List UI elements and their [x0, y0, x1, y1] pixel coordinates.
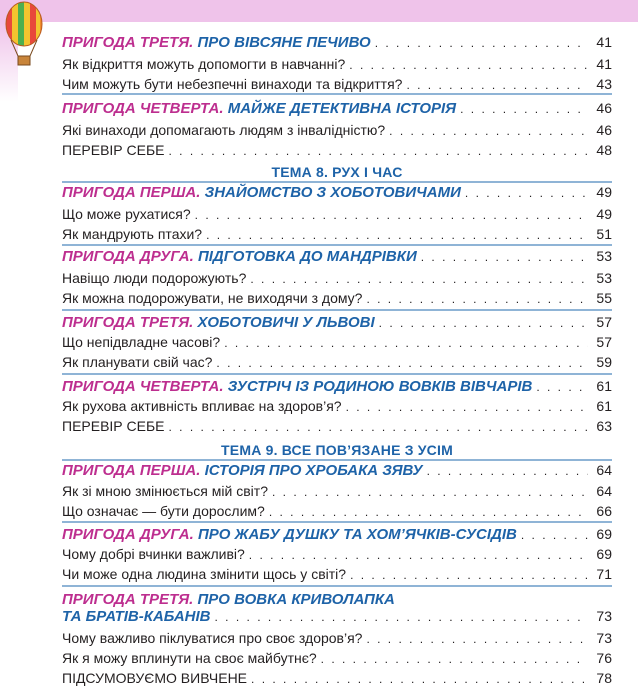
toc-item[interactable] [62, 566, 612, 582]
dot-leader [366, 632, 588, 646]
page-number: 64 [596, 462, 612, 478]
toc-item[interactable] [62, 334, 612, 350]
toc-item[interactable] [62, 398, 612, 414]
chapter-title: ПРО ВІВСЯНЕ ПЕЧИВО [197, 34, 371, 51]
dot-leader [421, 250, 588, 264]
chapter-title: ПІДГОТОВКА ДО МАНДРІВКИ [197, 248, 417, 265]
page-number: 73 [596, 630, 612, 646]
chapter-title: ЗУСТРІЧ ІЗ РОДИНОЮ ВОВКІВ ВІВЧАРІВ [227, 378, 533, 395]
chapter-label: ПРИГОДА ДРУГА. [62, 526, 194, 543]
chapter-heading-line2[interactable] [62, 608, 612, 625]
dot-leader [389, 124, 588, 138]
chapter-heading[interactable] [62, 184, 612, 201]
dot-leader [272, 485, 588, 499]
page-number: 49 [596, 206, 612, 222]
toc-item-text: Як можна подорожувати, не виходячи з дому? [62, 290, 363, 306]
toc-item-text: ПЕРЕВІР СЕБЕ [62, 418, 165, 434]
chapter-title: МАЙЖЕ ДЕТЕКТИВНА ІСТОРІЯ [227, 100, 457, 117]
toc-item-text: Що означає — бути дорослим? [62, 503, 265, 519]
toc-item-text: Як зі мною змінюється мій світ? [62, 483, 268, 499]
chapter-label: ПРИГОДА ТРЕТЯ. [62, 34, 194, 51]
toc-item[interactable] [62, 503, 612, 519]
toc-item-text: Чи може одна людина змінити щось у світі? [62, 566, 347, 582]
dot-leader [346, 400, 588, 414]
chapter-heading-line1[interactable] [62, 591, 395, 608]
section-divider [62, 373, 612, 375]
toc-item[interactable] [62, 76, 612, 92]
chapter-title-continued: ТА БРАТІВ-КАБАНІВ [62, 608, 211, 625]
toc-item[interactable] [62, 206, 612, 222]
dot-leader [460, 102, 588, 116]
toc-item-text: Як планувати свій час? [62, 354, 213, 370]
chapter-heading[interactable] [62, 34, 612, 51]
toc-item-text: ПІДСУМОВУЄМО ВИВЧЕНЕ [62, 670, 248, 686]
toc-item[interactable] [62, 270, 612, 286]
dot-leader [224, 336, 588, 350]
dot-leader [350, 568, 588, 582]
page-number: 43 [596, 76, 612, 92]
page-number: 73 [596, 608, 612, 624]
chapter-label: ПРИГОДА ПЕРША. [62, 184, 201, 201]
chapter-heading[interactable] [62, 462, 612, 479]
toc-item-text: Що може рухатися? [62, 206, 191, 222]
chapter-label: ПРИГОДА ТРЕТЯ. [62, 591, 194, 608]
page-number: 61 [596, 378, 612, 394]
chapter-label: ПРИГОДА ПЕРША. [62, 462, 201, 479]
dot-leader [375, 36, 588, 50]
page-number: 48 [596, 142, 612, 158]
section-divider [62, 93, 612, 95]
page-number: 59 [596, 354, 612, 370]
page-number: 71 [596, 566, 612, 582]
toc-item[interactable] [62, 483, 612, 499]
toc-item-text: Чим можуть бути небезпечні винаходи та відкриття? [62, 76, 403, 92]
page-number: 53 [596, 270, 612, 286]
dot-leader [216, 356, 588, 370]
section-divider [62, 244, 612, 246]
toc-item[interactable] [62, 418, 612, 434]
section-divider [62, 309, 612, 311]
dot-leader [169, 420, 588, 434]
dot-leader [521, 528, 588, 542]
dot-leader [269, 505, 588, 519]
toc-item-text: Чому важливо піклуватися про своє здоров’я? [62, 630, 363, 646]
hot-air-balloon-icon [2, 0, 46, 84]
toc-item[interactable] [62, 650, 612, 666]
dot-leader [536, 380, 588, 394]
toc-item-text: Що непідвладне часові? [62, 334, 221, 350]
dot-leader [251, 672, 588, 686]
section-divider [62, 521, 612, 523]
page-number: 41 [596, 34, 612, 50]
section-divider [62, 585, 612, 587]
toc-item[interactable] [62, 122, 612, 138]
chapter-heading[interactable] [62, 378, 612, 395]
toc-item[interactable] [62, 290, 612, 306]
page-number: 57 [596, 314, 612, 330]
page-number: 64 [596, 483, 612, 499]
dot-leader [406, 78, 588, 92]
dot-leader [250, 272, 588, 286]
toc-item[interactable] [62, 546, 612, 562]
toc-item-text: Як мандрують птахи? [62, 226, 203, 242]
page-number: 53 [596, 248, 612, 264]
chapter-heading[interactable] [62, 526, 612, 543]
page-number: 61 [596, 398, 612, 414]
dot-leader [427, 464, 588, 478]
toc-item-text: Як рухова активність впливає на здоров’я? [62, 398, 342, 414]
dot-leader [215, 610, 588, 624]
toc-item[interactable] [62, 354, 612, 370]
page-number: 69 [596, 546, 612, 562]
toc-item-text: Чому добрі вчинки важливі? [62, 546, 245, 562]
toc-item-text: ПЕРЕВІР СЕБЕ [62, 142, 165, 158]
chapter-label: ПРИГОДА ДРУГА. [62, 248, 194, 265]
toc-item-text: Які винаходи допомагають людям з інвалідністю? [62, 122, 386, 138]
chapter-title: ЗНАЙОМСТВО З ХОБОТОВИЧАМИ [204, 184, 461, 201]
page-number: 46 [596, 100, 612, 116]
dot-leader [465, 186, 588, 200]
page-number: 51 [596, 226, 612, 242]
toc-item[interactable] [62, 670, 612, 686]
toc-item[interactable] [62, 226, 612, 242]
section-divider [62, 181, 612, 183]
dot-leader [249, 548, 588, 562]
chapter-title: ПРО ВОВКА КРИВОЛАПКА [197, 591, 395, 608]
dot-leader [366, 292, 588, 306]
toc-item-text: Як я можу вплинути на своє майбутнє? [62, 650, 317, 666]
dot-leader [321, 652, 588, 666]
chapter-heading[interactable] [62, 314, 612, 331]
chapter-title: ХОБОТОВИЧІ У ЛЬВОВІ [197, 314, 375, 331]
dot-leader [195, 208, 588, 222]
page-number: 78 [596, 670, 612, 686]
toc-item[interactable] [62, 630, 612, 646]
theme-heading: ТЕМА 8. РУХ І ЧАС [271, 164, 403, 180]
page-number: 46 [596, 122, 612, 138]
section-divider [62, 459, 612, 461]
dot-leader [206, 228, 588, 242]
chapter-title: ІСТОРІЯ ПРО ХРОБАКА ЗЯВУ [204, 462, 423, 479]
page-number: 55 [596, 290, 612, 306]
chapter-title: ПРО ЖАБУ ДУШКУ ТА ХОМ’ЯЧКІВ-СУСІДІВ [197, 526, 517, 543]
page-number: 49 [596, 184, 612, 200]
dot-leader [379, 316, 588, 330]
chapter-label: ПРИГОДА ЧЕТВЕРТА. [62, 378, 224, 395]
toc-item-text: Як відкриття можуть допомогти в навчанні? [62, 56, 346, 72]
chapter-label: ПРИГОДА ЧЕТВЕРТА. [62, 100, 224, 117]
toc-item[interactable] [62, 142, 612, 158]
dot-leader [169, 144, 588, 158]
dot-leader [349, 58, 588, 72]
theme-heading: ТЕМА 9. ВСЕ ПОВ’ЯЗАНЕ З УСІМ [221, 442, 453, 458]
page-number: 63 [596, 418, 612, 434]
chapter-heading[interactable] [62, 100, 612, 117]
page-number: 41 [596, 56, 612, 72]
chapter-heading[interactable] [62, 248, 612, 265]
page-number: 69 [596, 526, 612, 542]
toc-item-text: Навіщо люди подорожують? [62, 270, 247, 286]
toc-item[interactable] [62, 56, 612, 72]
page-number: 76 [596, 650, 612, 666]
page-number: 66 [596, 503, 612, 519]
chapter-label: ПРИГОДА ТРЕТЯ. [62, 314, 194, 331]
decorative-top-band [0, 0, 638, 22]
page-number: 57 [596, 334, 612, 350]
